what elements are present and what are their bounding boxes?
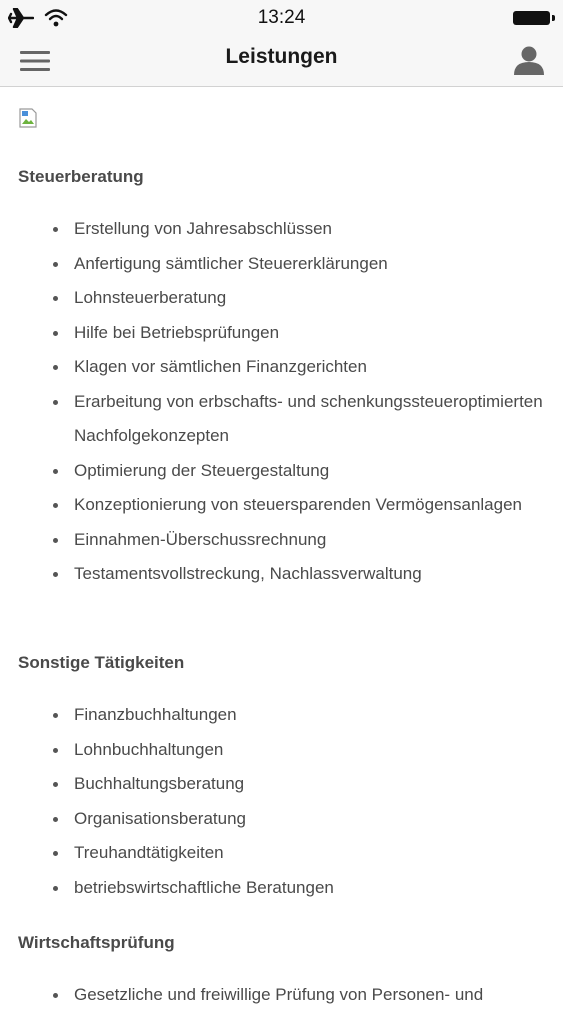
bullet: [53, 503, 58, 508]
list-item: [0, 836, 563, 871]
bullet: [53, 296, 58, 301]
bullet: [53, 227, 58, 232]
bullet: [53, 572, 58, 577]
bullet: [53, 262, 58, 267]
status-time: 13:24: [257, 7, 306, 28]
bullet: [53, 851, 58, 856]
list-item-text: Buchhaltungsberatung: [74, 774, 245, 793]
list-item: [0, 698, 563, 733]
section-heading-steuerberatung: Steuerberatung: [18, 167, 144, 186]
list-item: [0, 281, 563, 316]
list-item-text: Finanzbuchhaltungen: [74, 705, 237, 724]
bullet: [53, 713, 58, 718]
section-heading-wirtschaftspruefung: Wirtschaftsprüfung: [18, 933, 175, 952]
list-item-text: Anfertigung sämtlicher Steuererklärungen: [74, 253, 388, 273]
list-item: [0, 733, 563, 768]
list-item: [0, 212, 563, 247]
section-heading-sonstige-taetigkeiten: Sonstige Tätigkeiten: [18, 653, 185, 672]
user-profile-button[interactable]: [509, 40, 549, 80]
page-title: Leistungen: [225, 45, 338, 68]
list-item: [0, 978, 563, 1013]
list-item-text: Treuhandtätigkeiten: [74, 843, 224, 862]
bullet: [53, 365, 58, 370]
list-item-text: Erstellung von Jahresabschlüssen: [74, 219, 332, 238]
list-item: [0, 316, 563, 351]
battery-icon: [513, 11, 557, 25]
bullet: [53, 782, 58, 787]
list-item-text: Optimierung der Steuergestaltung: [74, 460, 330, 480]
list-item: [0, 350, 563, 385]
bullet: [53, 993, 58, 998]
list-item-text: Gesetzliche und freiwillige Prüfung von Personen- und: [74, 985, 484, 1004]
broken-image-icon: [18, 107, 40, 129]
list-item-text: Lohnsteuerberatung: [74, 288, 227, 307]
list-item-text: Konzeptionierung von steuersparenden Vermögensanlagen: [74, 495, 522, 514]
bullet: [53, 469, 58, 474]
list-item-text: Hilfe bei Betriebsprüfungen: [74, 322, 280, 342]
list-item-text: Klagen vor sämtlichen Finanzgerichten: [74, 357, 367, 376]
status-bar: [0, 0, 563, 36]
list-item: [0, 385, 563, 454]
list-item: [0, 557, 563, 592]
list-item: [0, 767, 563, 802]
list-item-text: Organisationsberatung: [74, 808, 247, 828]
list-item: [0, 871, 563, 906]
navigation-bar: [0, 36, 563, 87]
list-item-text: Einnahmen-Überschussrechnung: [74, 529, 327, 549]
list-item: [0, 488, 563, 523]
bullet: [53, 400, 58, 405]
list-item-text: betriebswirtschaftliche Beratungen: [74, 877, 334, 897]
service-list-sonstige-taetigkeiten: [0, 698, 563, 905]
list-item-text: Erarbeitung von erbschafts- und schenkungssteueroptimierten Nachfolgekonzepten: [74, 391, 543, 445]
list-item: [0, 523, 563, 558]
list-item-text: Testamentsvollstreckung, Nachlassverwaltung: [74, 564, 422, 583]
list-item: [0, 247, 563, 282]
bullet: [53, 817, 58, 822]
user-profile-icon: [513, 44, 545, 76]
bullet: [53, 886, 58, 891]
bullet: [53, 748, 58, 753]
list-item: [0, 454, 563, 489]
service-list-wirtschaftspruefung: [0, 978, 563, 1013]
bullet: [53, 538, 58, 543]
service-list-steuerberatung: [0, 212, 563, 592]
bullet: [53, 331, 58, 336]
list-item: [0, 802, 563, 837]
list-item-text: Lohnbuchhaltungen: [74, 739, 224, 759]
